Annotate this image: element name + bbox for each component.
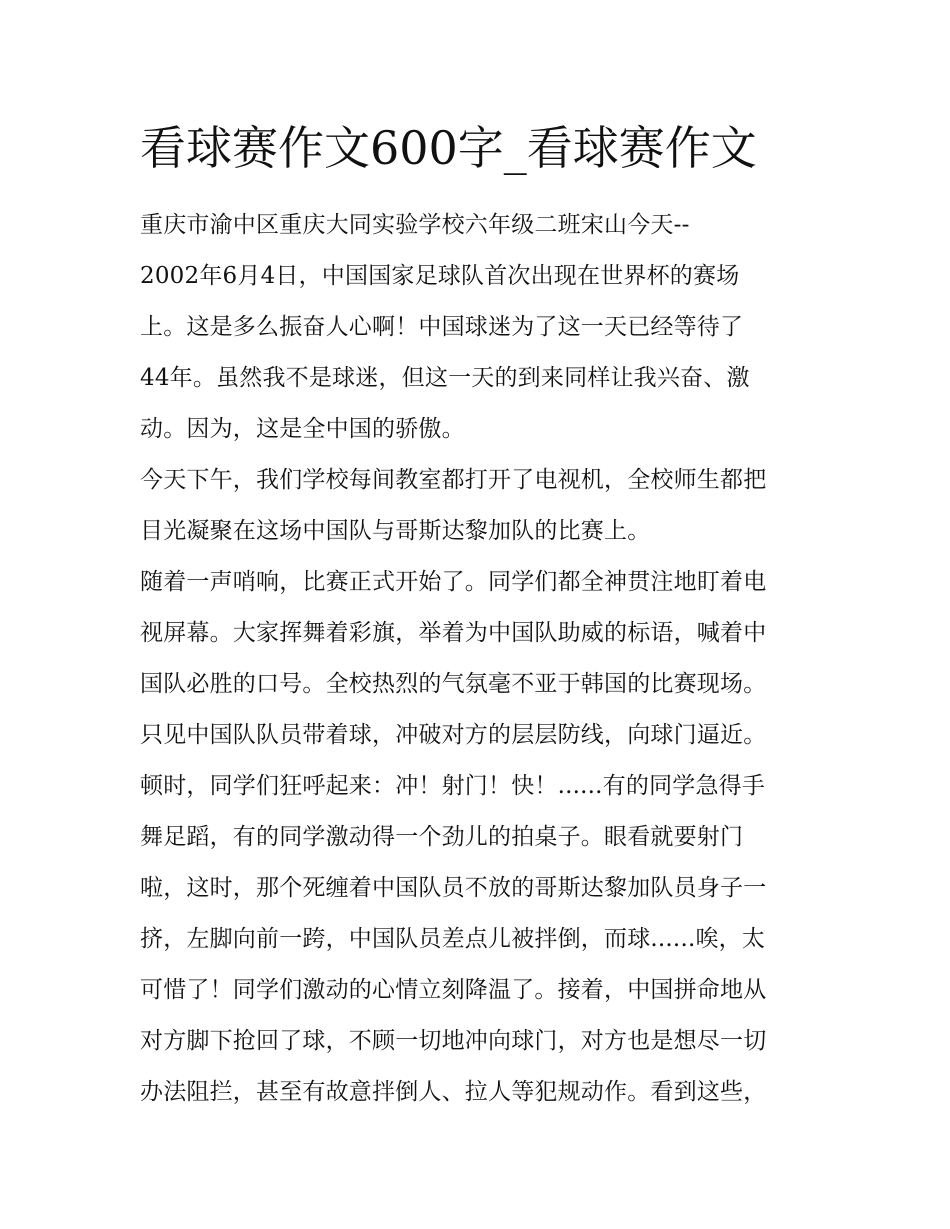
document-title: 看球赛作文600字_看球赛作文 bbox=[140, 121, 757, 175]
text-line: 2002年6月4日，中国国家足球队首次出现在世界杯的赛场 bbox=[140, 263, 740, 289]
text-line: 对方脚下抢回了球，不顾一切地冲向球门，对方也是想尽一切 bbox=[140, 1028, 767, 1054]
text-line: 目光凝聚在这场中国队与哥斯达黎加队的比赛上。 bbox=[140, 518, 651, 544]
text-line: 可惜了！同学们激动的心情立刻降温了。接着，中国拼命地从 bbox=[140, 977, 767, 1003]
text-line: 只见中国队队员带着球，冲破对方的层层防线，向球门逼近。 bbox=[140, 722, 767, 748]
text-line: 视屏幕。大家挥舞着彩旗，举着为中国队助威的标语，喊着中 bbox=[140, 620, 767, 646]
text-line: 办法阻拦，甚至有故意拌倒人、拉人等犯规动作。看到这些， bbox=[140, 1079, 767, 1105]
text-line: 今天下午，我们学校每间教室都打开了电视机，全校师生都把 bbox=[140, 467, 767, 493]
document-body bbox=[140, 200, 830, 1118]
text-line: 顿时，同学们狂呼起来：冲！射门！快！......有的同学急得手 bbox=[140, 773, 766, 799]
text-line: 重庆市渝中区重庆大同实验学校六年级二班宋山今天-- bbox=[140, 212, 690, 238]
text-line: 挤，左脚向前一跨，中国队员差点儿被拌倒，而球......唉，太 bbox=[140, 926, 766, 952]
text-line: 随着一声哨响，比赛正式开始了。同学们都全神贯注地盯着电 bbox=[140, 569, 767, 595]
text-line: 啦，这时，那个死缠着中国队员不放的哥斯达黎加队员身子一 bbox=[140, 875, 767, 901]
text-line: 上。这是多么振奋人心啊！中国球迷为了这一天已经等待了 bbox=[140, 314, 744, 340]
text-line: 舞足蹈，有的同学激动得一个劲儿的拍桌子。眼看就要射门 bbox=[140, 824, 744, 850]
text-line: 动。因为，这是全中国的骄傲。 bbox=[140, 416, 465, 442]
text-line: 国队必胜的口号。全校热烈的气氛毫不亚于韩国的比赛现场。 bbox=[140, 671, 767, 697]
text-line: 44年。虽然我不是球迷，但这一天的到来同样让我兴奋、激 bbox=[140, 365, 750, 391]
